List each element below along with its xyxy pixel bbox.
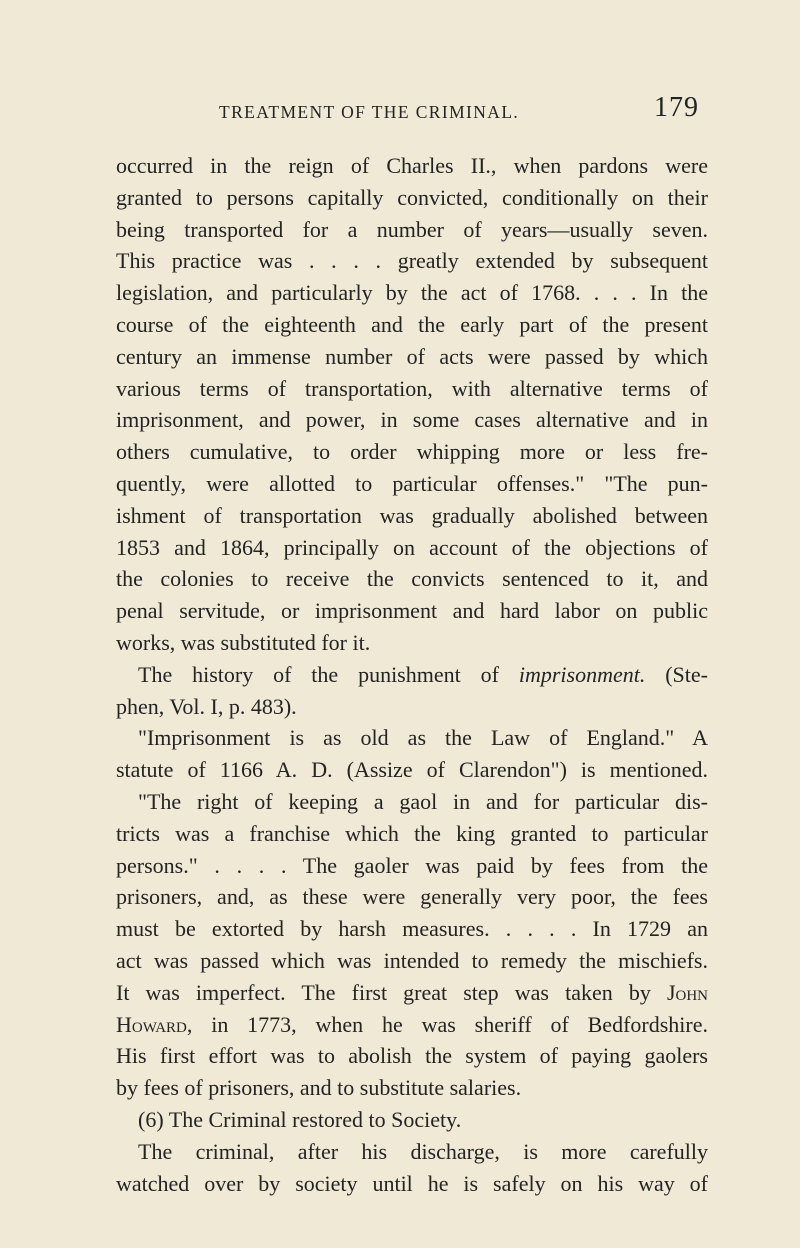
text-line: granted to persons capitally convicted, conditionally on their — [116, 184, 708, 210]
text-line: persons." . . . . The gaoler was paid by fees from the — [116, 852, 708, 878]
running-head — [0, 86, 800, 126]
text-line: occurred in the reign of Charles II., when pardons were — [116, 153, 708, 178]
line-text: It was imperfect. The first great step was taken by — [116, 979, 667, 1005]
page-number: 179 — [654, 92, 699, 123]
text-line: "Imprisonment is as old as the Law of England." A — [138, 725, 708, 751]
text-line: various terms of transportation, with alternative terms of — [116, 375, 708, 401]
text-line: The criminal, after his discharge, is more carefully — [138, 1138, 708, 1164]
text-line: by fees of prisoners, and to substitute salaries. — [116, 1075, 522, 1101]
text-line: others cumulative, to order whipping more or less fre- — [116, 439, 708, 465]
name-howard: Howard, — [116, 1011, 193, 1037]
text-line: prisoners, and, as these were generally very poor, the fees — [116, 884, 708, 910]
line-text: in 1773, when he was sheriff of Bedfordshire. — [192, 1011, 708, 1037]
body-text — [116, 150, 708, 1199]
text-line: tricts was a franchise which the king granted to particular — [116, 820, 708, 846]
text-line: "The right of keeping a gaol in and for particular dis- — [138, 788, 708, 814]
text-line: statute of 1166 A. D. (Assize of Clarendon") is mentioned. — [116, 757, 708, 783]
text-line: act was passed which was intended to remedy the mischiefs. — [116, 947, 708, 973]
text-line: imprisonment, and power, in some cases alternative and in — [116, 407, 708, 433]
text-line: quently, were allotted to particular offenses." "The pun- — [116, 470, 708, 496]
text-line: legislation, and particularly by the act of 1768. . . . In the — [116, 280, 708, 306]
text-line: course of the eighteenth and the early part of the present — [116, 311, 708, 337]
text-line: must be extorted by harsh measures. . . . . In 1729 an — [116, 916, 708, 942]
text-line — [116, 1009, 708, 1041]
text-line: ishment of transportation was gradually abolished between — [116, 502, 708, 528]
text-line: works, was substituted for it. — [116, 629, 371, 655]
text-line: His first effort was to abolish the system of paying gaolers — [116, 1043, 708, 1069]
text-line: 1853 and 1864, principally on account of the objections of — [116, 534, 708, 560]
line-text: The history of the punishment of — [138, 661, 519, 687]
text-line: watched over by society until he is safely on his way of — [116, 1170, 708, 1196]
text-line: This practice was . . . . greatly extended by subsequent — [116, 248, 708, 274]
text-line: the colonies to receive the convicts sentenced to it, and — [116, 566, 708, 592]
text-line: being transported for a number of years—usually seven. — [116, 216, 708, 242]
name-john: John — [666, 979, 708, 1005]
text-line: phen, Vol. I, p. 483). — [116, 693, 297, 719]
text-line: penal servitude, or imprisonment and hard labor on public — [116, 598, 708, 624]
text-line: century an immense number of acts were passed by which — [116, 343, 708, 369]
line-text: (Ste- — [645, 661, 708, 687]
running-head-title: TREATMENT OF THE CRIMINAL. — [219, 102, 520, 122]
emphasis-imprisonment: imprisonment. — [518, 661, 646, 687]
text-line — [116, 659, 708, 691]
section-heading: (6) The Criminal restored to Society. — [138, 1106, 462, 1132]
text-line — [116, 977, 708, 1009]
